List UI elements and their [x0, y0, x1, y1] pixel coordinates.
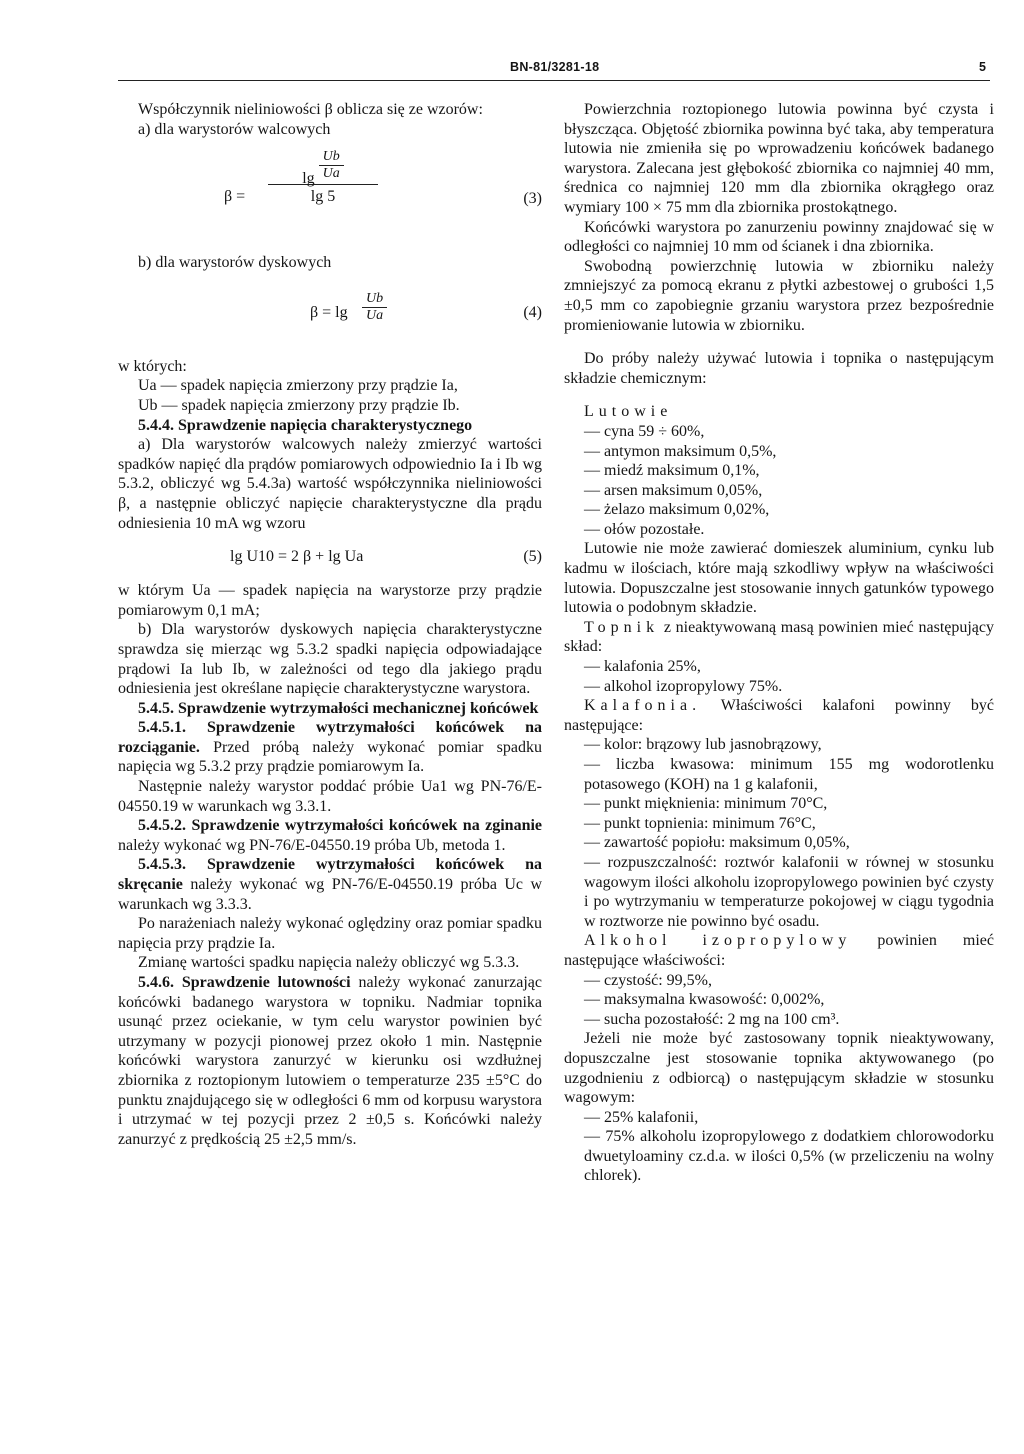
rosin-list — [564, 735, 994, 931]
alcohol-paragraph — [564, 931, 994, 970]
solder-surface-paragraph: Powierzchnia roztopionego lutowia powinna być czysta i błyszcząca. Objętość zbiornika powinna być taka, aby temperatura lutowia nie zmieniła się po wprowadzeniu końcówek badanego warystora. Zalecana jest głębokość zbiornika co najmniej 40 mm, średnica co najmniej 120 mm dla zbiornika okrągłego oraz wymiary 100 × 75 mm dla zbiornika prostokątnego. — [564, 101, 994, 216]
alcohol-heading: Alkohol izopropylowy — [584, 932, 852, 950]
section-5453-title: Sprawdzenie wytrzymałości końcówek na skręcanie — [118, 856, 543, 894]
list-item: — miedź maksimum 0,1%, — [584, 462, 760, 480]
section-546-number: 5.4.6. — [138, 974, 174, 991]
after-exposure-text: Po narażeniach należy wykonać oględziny oraz pomiar spadku napięcia przy prądzie Ia. — [118, 915, 542, 952]
where-ua: Ua — spadek napięcia zmierzony przy prądzie Ia, — [138, 377, 458, 395]
formula-3-lg5: lg 5 — [310, 188, 336, 206]
section-5451-text: Przed próbą należy wykonać pomiar spadku napięcia wg 5.3.2 przy prądzie pomiarowym Ia. — [118, 738, 543, 776]
formula-4 — [118, 273, 542, 357]
section-5452-title: Sprawdzenie wytrzymałości końcówek na zginanie — [191, 817, 543, 835]
formula-3 — [118, 139, 542, 253]
section-544-b: b) Dla warystorów dyskowych napięcia charakterystyczne sprawdza się mierząc wg 5.3.2 spadki napięcia odpowiadające prądowi Ia lub Ib, w zależności od tego dla jakiego prądu odniesienia jest określane napięcie charakterystyczne warystora. — [118, 621, 542, 698]
document-code: BN-81/3281-18 — [510, 60, 600, 74]
list-item: — kalafonia 25%, — [584, 658, 701, 676]
list-item: — 25% kalafonii, — [584, 1108, 699, 1126]
list-item: — zawartość popiołu: maksimum 0,05%, — [584, 834, 850, 852]
formula-4-denominator: Ua — [366, 307, 384, 323]
formula-3-number: (3) — [523, 190, 542, 208]
activated-flux-paragraph: Jeżeli nie może być zastosowany topnik nieaktywowany, dopuszczalne jest stosowanie topnika aktywowanego (po uzgodnieniu z odbiorcą) o następującym składzie w stosunku wagowym: — [564, 1030, 994, 1107]
list-item: — ołów pozostałe. — [584, 520, 705, 538]
formula-5-where: w którym Ua — spadek napięcia na warystorze przy prądzie pomiarowym 0,1 mA; — [118, 582, 542, 619]
list-item: — punkt mięknienia: minimum 70°C, — [584, 795, 828, 813]
rosin-heading: Kalafonia. — [584, 697, 702, 715]
formula-3-inner-fraction — [319, 149, 344, 182]
section-545-title: Sprawdzenie wytrzymałości mechanicznej końcówek — [178, 699, 539, 717]
formula-4-numerator: Ub — [362, 291, 387, 308]
list-item: — liczba kwasowa: minimum 155 mg wodorotlenku potasowego (KOH) na 1 g kalafonii, — [584, 756, 994, 793]
intro-text: Współczynnik nieliniowości β oblicza się ze wzorów: — [138, 101, 483, 118]
list-item: — alkohol izopropylowy 75%. — [584, 677, 783, 695]
list-item: — arsen maksimum 0,05%, — [584, 481, 763, 499]
flux-heading-rest: z nieaktywowaną masą powinien mieć następujący skład: — [564, 618, 995, 656]
formula-3-fraction — [268, 149, 378, 207]
section-544-a: a) Dla warystorów walcowych należy zmierzyć wartości spadków napięć dla prądów pomiarowych odpowiednio Ia i Ib wg 5.3.2, obliczyć wg 5.4.3a) wartość współczynnika nieliniowości β, a następnie obliczyć napięcie charakterystyczne dla prądu odniesienia 10 mA wg wzoru — [118, 436, 542, 532]
list-item: — sucha pozostałość: 2 mg na 100 cm³. — [584, 1010, 840, 1028]
section-544-title: Sprawdzenie napięcia charakterystycznego — [178, 416, 473, 434]
section-5451-number: 5.4.5.1. — [138, 719, 186, 737]
section-545 — [138, 699, 542, 719]
formula-4-beta: β = lg — [310, 303, 348, 321]
section-5452-text: należy wykonać wg PN-76/E-04550.19 próba Ub, metoda 1. — [118, 836, 506, 854]
section-5451-text2: Następnie należy warystor poddać próbie Ua1 wg PN-76/E-04550.19 w warunkach wg 3.3.1. — [118, 778, 542, 815]
flux-list — [564, 657, 994, 696]
terminals-distance-paragraph: Końcówki warystora po zanurzeniu powinny znajdować się w odległości co najmniej 10 mm od ścianek i dna zbiornika. — [564, 218, 994, 256]
page-number: 5 — [979, 60, 986, 74]
where-label: w których: — [118, 357, 187, 375]
section-5453-text: należy wykonać wg PN-76/E-04550.19 próba Uc w warunkach wg 3.3.3. — [118, 876, 543, 913]
list-item: — maksymalna kwasowość: 0,002%, — [584, 991, 825, 1009]
section-5451-title: Sprawdzenie wytrzymałości końcówek na rozciąganie. — [118, 719, 543, 756]
rosin-paragraph — [564, 696, 994, 735]
list-item: — rozpuszczalność: roztwór kalafonii w równej w stosunku wagowym ilości alkoholu izopropylowego powinien być czysty i po wytrzymaniu w temperaturze pokojowej w ciągu tygodnia w roztworze nie powinno być osadu. — [584, 853, 994, 930]
section-5453 — [118, 855, 542, 914]
solder-heading — [564, 402, 994, 422]
section-5452 — [118, 816, 542, 855]
formula-5-number: (5) — [523, 548, 542, 566]
rosin-heading-rest: Właściwości kalafoni powinny być następujące: — [564, 697, 994, 734]
formula-3-denominator: Ua — [322, 166, 340, 182]
formula-3-numerator: Ub — [319, 149, 344, 166]
formula-3-lg: lg — [302, 170, 315, 188]
list-item: — 75% alkoholu izopropylowego z dodatkiem chlorowodorku dwuetyloaminy cz.d.a. w ilości 0,5% (w przeliczeniu na wolny chlorek). — [584, 1128, 994, 1185]
case-a-label: a) dla warystorów walcowych — [138, 120, 331, 138]
list-item: — punkt topnienia: minimum 76°C, — [584, 814, 816, 832]
flux-heading: Topnik — [584, 618, 660, 636]
section-546 — [118, 973, 542, 1149]
left-column — [118, 100, 542, 1149]
alcohol-list — [564, 971, 994, 1030]
section-546-text: należy wykonać zanurzając końcówki badanego warystora w topniku. Nadmiar topnika usunąć przez ociekanie, w tym celu warystor powinien być utrzymany w pozycji pionowej przez około 1 min. Następnie końcówki warystora zanurzyć w kierunku osi wzdłużnej zbiornika z roztopionym lutowiem o temperaturze 235 ±5°C do punktu znajdującego się w odległości 6 mm od korpusu warystora i utrzymać w tej pozycji przez 2 ±0,5 s. Końcówki należy zanurzyć z prędkością 25 ±2,5 mm/s. — [118, 974, 543, 1148]
section-544 — [138, 416, 542, 436]
case-b-label: b) dla warystorów dyskowych — [138, 254, 332, 272]
list-item: — czystość: 99,5%, — [584, 971, 712, 989]
solder-restrictions-paragraph: Lutowie nie może zawierać domieszek aluminium, cynku lub kadmu w ilościach, które mają szkodliwy wpływ na właściwości lutowia. Dopuszczalne jest stosowanie innych gatunków typowego lutowia o podobnym składzie. — [564, 540, 994, 617]
screen-paragraph: Swobodną powierzchnię lutowia w zbiorniku należy zmniejszyć za pomocą ekranu z płytki azbestowej o grubości 1,5 ±0,5 mm co zapobiegnie grzaniu warystora przez bezpośrednie promieniowanie lutowia w zbiorniku. — [564, 257, 994, 334]
list-item: — żelazo maksimum 0,02%, — [584, 501, 770, 519]
composition-intro: Do próby należy używać lutowia i topnika o następującym składzie chemicznym: — [564, 350, 994, 387]
section-546-title: Sprawdzenie lutowności — [181, 974, 351, 991]
change-calc-text: Zmianę wartości spadku napięcia należy obliczyć wg 5.3.3. — [138, 954, 520, 972]
section-544-number: 5.4.4. — [138, 416, 174, 434]
where-ub: Ub — spadek napięcia zmierzony przy prądzie Ib. — [138, 396, 460, 414]
right-column — [564, 100, 994, 1186]
formula-4-fraction — [362, 291, 387, 324]
alcohol-heading-rest: powinien mieć następujące właściwości: — [564, 932, 995, 969]
solder-heading-text: Lutowie — [584, 403, 673, 421]
formula-3-beta: β = — [224, 188, 246, 206]
section-545-number: 5.4.5. — [138, 699, 174, 717]
list-item: — antymon maksimum 0,5%, — [584, 442, 777, 460]
formula-5-text: lg U10 = 2 β + lg Ua — [230, 548, 364, 566]
section-5451 — [118, 718, 542, 777]
section-5452-number: 5.4.5.2. — [138, 817, 186, 835]
list-item: — kolor: brązowy lub jasnobrązowy, — [584, 736, 822, 754]
list-item: — cyna 59 ÷ 60%, — [584, 422, 705, 440]
page-header — [118, 58, 990, 81]
solder-list — [564, 422, 994, 540]
flux-paragraph — [564, 618, 994, 657]
formula-5 — [118, 533, 542, 581]
activated-flux-list — [564, 1108, 994, 1186]
formula-4-number: (4) — [523, 303, 542, 321]
section-5453-number: 5.4.5.3. — [138, 856, 186, 874]
